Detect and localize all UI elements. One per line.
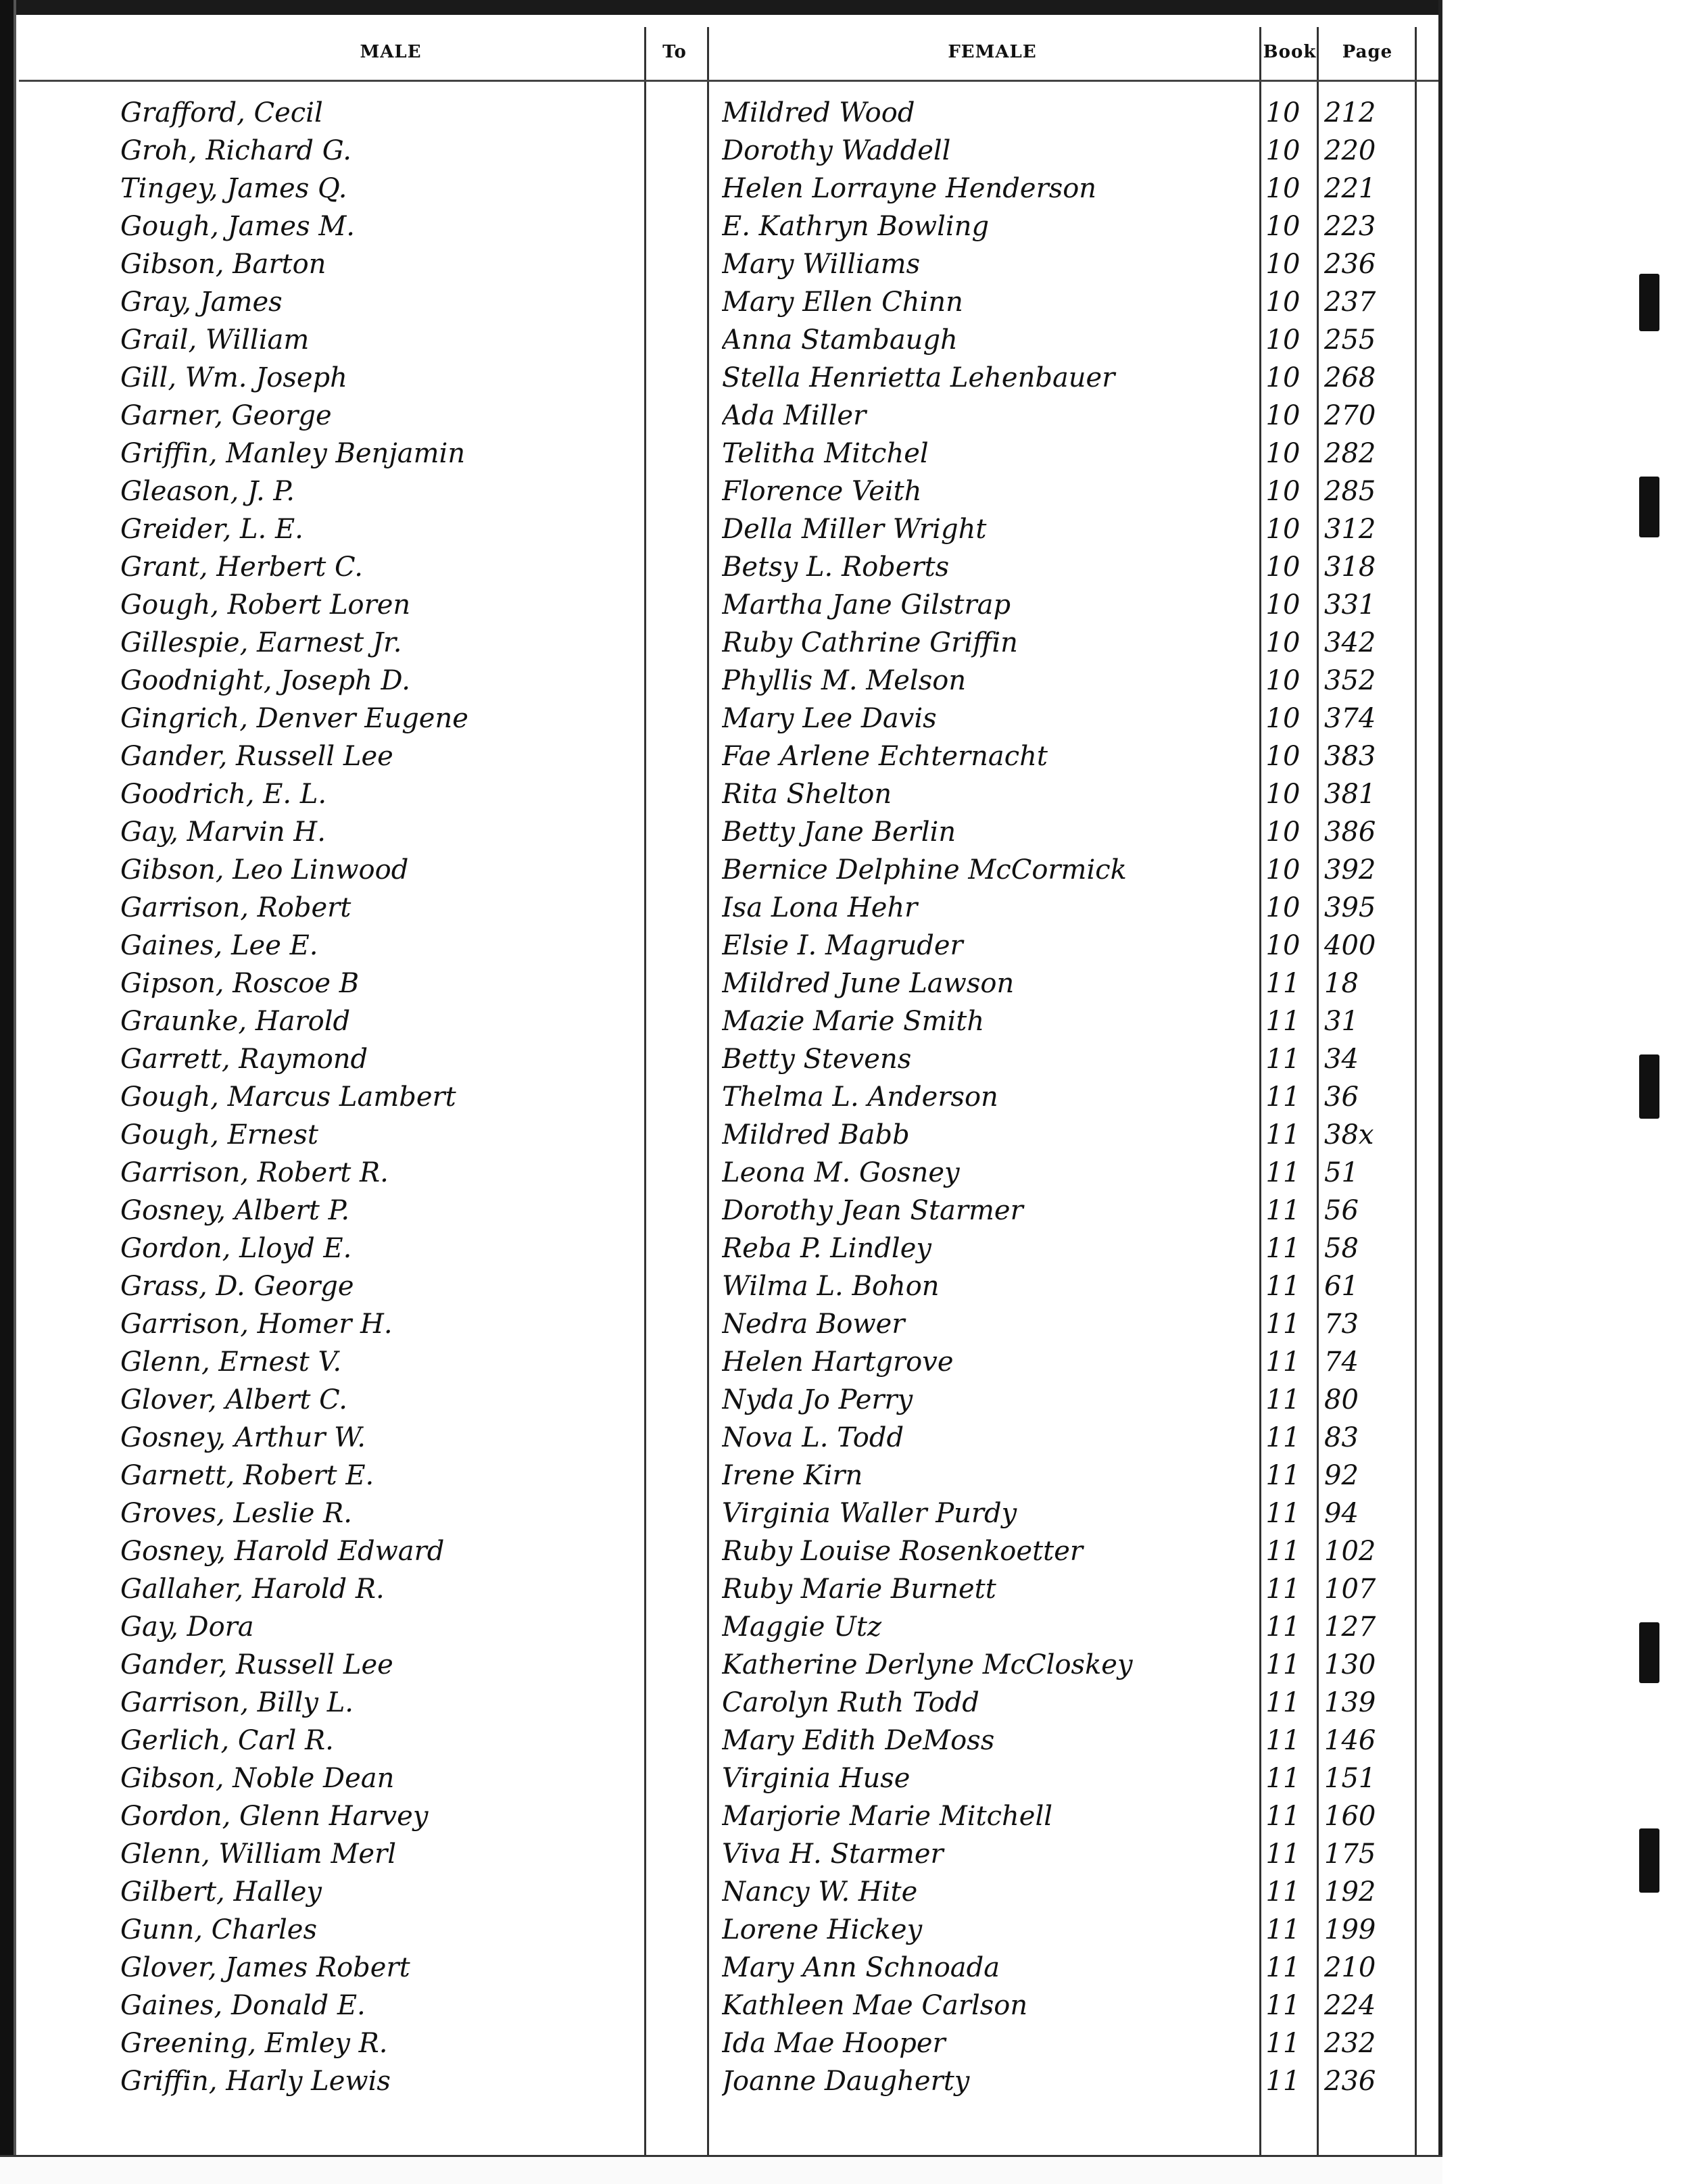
book-number: 11 [1265,1384,1301,1415]
groom-name: Goodrich, E. L. [120,779,327,810]
header-female: FEMALE [948,42,1037,62]
groom-name: Gerlich, Carl R. [120,1725,334,1756]
bride-name: Fae Arlene Echternacht [722,741,1048,772]
groom-name: Griffin, Harly Lewis [120,2066,391,2097]
book-number: 10 [1265,211,1301,242]
page-number: 73 [1324,1309,1359,1340]
bride-name: Ruby Louise Rosenkoetter [722,1536,1084,1567]
groom-name: Gleason, J. P. [120,476,295,507]
ledger-row [19,359,1438,397]
book-number: 10 [1265,854,1301,885]
binder-hole-mark [1639,1622,1659,1683]
ledger-row [19,586,1438,624]
page-number: 268 [1324,362,1376,393]
scan-edge-left [0,0,19,2182]
book-number: 11 [1265,1763,1301,1794]
groom-name: Gough, Ernest [120,1119,318,1150]
ledger-row [19,510,1438,548]
marriage-entries [19,94,1438,2100]
ledger-row [19,965,1438,1002]
page-number: 56 [1324,1195,1359,1226]
book-number: 11 [1265,1574,1301,1605]
book-number: 10 [1265,930,1301,961]
bride-name: Mazie Marie Smith [722,1006,985,1037]
bride-name: Martha Jane Gilstrap [722,589,1011,621]
ledger-row [19,1305,1438,1343]
ledger-row [19,1760,1438,1797]
groom-name: Greening, Emley R. [120,2028,388,2059]
ledger-row [19,548,1438,586]
page-number: 31 [1324,1006,1359,1037]
groom-name: Gander, Russell Lee [120,741,393,772]
page-number: 400 [1324,930,1376,961]
book-number: 10 [1265,135,1301,166]
ledger-row [19,1343,1438,1381]
ledger-row [19,1457,1438,1495]
page-number: 38x [1324,1119,1374,1150]
header-to: To [662,42,687,62]
groom-name: Gander, Russell Lee [120,1649,393,1680]
book-number: 10 [1265,703,1301,734]
page-number: 383 [1324,741,1376,772]
book-number: 11 [1265,1346,1301,1378]
book-number: 11 [1265,1839,1301,1870]
bride-name: Wilma L. Bohon [722,1271,940,1302]
book-number: 10 [1265,324,1301,356]
page-number: 199 [1324,1914,1376,1945]
book-number: 11 [1265,1271,1301,1302]
bride-name: Nyda Jo Perry [722,1384,913,1415]
groom-name: Tingey, James Q. [120,173,347,204]
ledger-row [19,245,1438,283]
ledger-row [19,1797,1438,1835]
groom-name: Gingrich, Denver Eugene [120,703,468,734]
ledger-row [19,1532,1438,1570]
groom-name: Greider, L. E. [120,514,303,545]
page-number: 395 [1324,892,1376,923]
book-number: 10 [1265,438,1301,469]
groom-name: Garrett, Raymond [120,1044,368,1075]
page-number: 51 [1324,1157,1359,1188]
ledger-row [19,1002,1438,1040]
page-number: 36 [1324,1082,1359,1113]
page-number: 139 [1324,1687,1376,1718]
groom-name: Gibson, Leo Linwood [120,854,409,885]
book-number: 10 [1265,552,1301,583]
page-number: 151 [1324,1763,1376,1794]
scan-edge-bottom [0,2155,1442,2184]
bride-name: Leona M. Gosney [722,1157,960,1188]
ledger-row [19,624,1438,662]
bride-name: Joanne Daugherty [722,2066,970,2097]
page-number: 282 [1324,438,1376,469]
ledger-row [19,775,1438,813]
book-number: 11 [1265,1233,1301,1264]
page-number: 221 [1324,173,1376,204]
page-number: 18 [1324,968,1359,999]
bride-name: Dorothy Waddell [722,135,951,166]
bride-name: Reba P. Lindley [722,1233,931,1264]
header-page: Page [1342,42,1393,62]
ledger-row [19,283,1438,321]
page-number: 74 [1324,1346,1359,1378]
book-number: 10 [1265,400,1301,431]
groom-name: Gordon, Lloyd E. [120,1233,352,1264]
bride-name: Phyllis M. Melson [722,665,967,696]
ledger-row [19,1949,1438,1987]
bride-name: Lorene Hickey [722,1914,923,1945]
page-number: 352 [1324,665,1376,696]
bride-name: Maggie Utz [722,1611,882,1643]
ledger-row [19,1495,1438,1532]
page-number: 342 [1324,627,1376,658]
book-number: 10 [1265,97,1301,128]
page-number: 210 [1324,1952,1376,1983]
book-number: 10 [1265,249,1301,280]
ledger-row [19,1835,1438,1873]
groom-name: Garrison, Billy L. [120,1687,354,1718]
book-number: 11 [1265,1082,1301,1113]
binder-hole-mark [1639,1054,1659,1119]
groom-name: Gosney, Albert P. [120,1195,350,1226]
page-number: 34 [1324,1044,1359,1075]
bride-name: Irene Kirn [722,1460,863,1491]
book-number: 11 [1265,1914,1301,1945]
page-number: 130 [1324,1649,1376,1680]
bride-name: Ada Miller [722,400,867,431]
groom-name: Gay, Dora [120,1611,254,1643]
groom-name: Grant, Herbert C. [120,552,363,583]
ledger-row [19,1987,1438,2024]
groom-name: Glenn, Ernest V. [120,1346,342,1378]
bride-name: Rita Shelton [722,779,892,810]
ledger-row [19,851,1438,889]
book-number: 10 [1265,741,1301,772]
page-number: 270 [1324,400,1376,431]
groom-name: Gaines, Lee E. [120,930,318,961]
book-number: 11 [1265,1195,1301,1226]
ledger-row [19,1570,1438,1608]
book-number: 11 [1265,1119,1301,1150]
groom-name: Glover, James Robert [120,1952,410,1983]
book-number: 10 [1265,362,1301,393]
bride-name: Thelma L. Anderson [722,1082,998,1113]
groom-name: Gosney, Arthur W. [120,1422,366,1453]
binder-hole-mark [1639,477,1659,537]
binder-hole-mark [1639,274,1659,331]
page-number: 374 [1324,703,1376,734]
bride-name: Florence Veith [722,476,922,507]
bride-name: Mary Ellen Chinn [722,287,963,318]
bride-name: Carolyn Ruth Todd [722,1687,979,1718]
groom-name: Gillespie, Earnest Jr. [120,627,402,658]
book-number: 11 [1265,1611,1301,1643]
bride-name: Ruby Cathrine Griffin [722,627,1018,658]
ledger-row [19,2024,1438,2062]
ledger-row [19,208,1438,245]
bride-name: Virginia Waller Purdy [722,1498,1017,1529]
book-number: 11 [1265,1309,1301,1340]
bride-name: E. Kathryn Bowling [722,211,990,242]
groom-name: Glenn, William Merl [120,1839,396,1870]
header-book: Book [1263,42,1317,62]
bride-name: Kathleen Mae Carlson [722,1990,1028,2021]
groom-name: Gough, Marcus Lambert [120,1082,456,1113]
bride-name: Mary Lee Davis [722,703,937,734]
book-number: 11 [1265,1876,1301,1908]
groom-name: Gray, James [120,287,283,318]
book-number: 10 [1265,514,1301,545]
page-number: 107 [1324,1574,1376,1605]
page-number: 224 [1324,1990,1376,2021]
groom-name: Grafford, Cecil [120,97,323,128]
ledger-row [19,1192,1438,1230]
bride-name: Elsie I. Magruder [722,930,963,961]
groom-name: Gallaher, Harold R. [120,1574,385,1605]
ledger-row [19,170,1438,208]
bride-name: Dorothy Jean Starmer [722,1195,1023,1226]
book-number: 11 [1265,2028,1301,2059]
book-number: 10 [1265,173,1301,204]
page-number: 236 [1324,249,1376,280]
groom-name: Griffin, Manley Benjamin [120,438,466,469]
page-number: 237 [1324,287,1376,318]
bride-name: Mildred Babb [722,1119,910,1150]
groom-name: Garrison, Homer H. [120,1309,393,1340]
book-number: 10 [1265,817,1301,848]
page-number: 175 [1324,1839,1376,1870]
bride-name: Katherine Derlyne McCloskey [722,1649,1133,1680]
page-number: 61 [1324,1271,1359,1302]
ledger-row [19,94,1438,132]
groom-name: Graunke, Harold [120,1006,351,1037]
book-number: 11 [1265,1649,1301,1680]
ledger-row [19,889,1438,927]
page-number: 318 [1324,552,1376,583]
book-number: 10 [1265,627,1301,658]
ledger-row [19,435,1438,472]
ledger-row [19,927,1438,965]
book-number: 11 [1265,968,1301,999]
page-number: 80 [1324,1384,1359,1415]
groom-name: Grass, D. George [120,1271,354,1302]
bride-name: Betty Stevens [722,1044,912,1075]
book-number: 11 [1265,1990,1301,2021]
bride-name: Nancy W. Hite [722,1876,918,1908]
book-number: 11 [1265,1157,1301,1188]
bride-name: Mary Williams [722,249,921,280]
page-number: 392 [1324,854,1376,885]
ledger-row [19,1646,1438,1684]
groom-name: Gill, Wm. Joseph [120,362,347,393]
ledger-row [19,472,1438,510]
groom-name: Garnett, Robert E. [120,1460,374,1491]
ledger-row [19,1722,1438,1760]
ledger-row [19,1154,1438,1192]
ledger-row [19,700,1438,737]
ledger-row [19,737,1438,775]
ledger-row [19,397,1438,435]
page-number: 236 [1324,2066,1376,2097]
bride-name: Mildred Wood [722,97,915,128]
page-number: 255 [1324,324,1376,356]
book-number: 10 [1265,892,1301,923]
groom-name: Groh, Richard G. [120,135,351,166]
bride-name: Mary Ann Schnoada [722,1952,1000,1983]
groom-name: Goodnight, Joseph D. [120,665,410,696]
book-number: 10 [1265,287,1301,318]
groom-name: Gordon, Glenn Harvey [120,1801,429,1832]
book-number: 11 [1265,1498,1301,1529]
ledger-row [19,813,1438,851]
header-male: MALE [360,42,422,62]
bride-name: Della Miller Wright [722,514,987,545]
page-number: 223 [1324,211,1376,242]
book-number: 11 [1265,1725,1301,1756]
ledger-row [19,132,1438,170]
groom-name: Gosney, Harold Edward [120,1536,445,1567]
bride-name: Telitha Mitchel [722,438,929,469]
page-number: 331 [1324,589,1376,621]
binder-hole-mark [1639,1828,1659,1893]
ledger-row [19,1116,1438,1154]
book-number: 11 [1265,1536,1301,1567]
bride-name: Marjorie Marie Mitchell [722,1801,1053,1832]
bride-name: Viva H. Starmer [722,1839,944,1870]
groom-name: Gaines, Donald E. [120,1990,366,2021]
groom-name: Gay, Marvin H. [120,817,326,848]
ledger-row [19,662,1438,700]
groom-name: Gough, Robert Loren [120,589,411,621]
page-number: 127 [1324,1611,1376,1643]
page-number: 381 [1324,779,1376,810]
groom-name: Gilbert, Halley [120,1876,322,1908]
bride-name: Virginia Huse [722,1763,910,1794]
book-number: 10 [1265,476,1301,507]
groom-name: Gough, James M. [120,211,355,242]
book-number: 11 [1265,1044,1301,1075]
page-number: 192 [1324,1876,1376,1908]
page-number: 58 [1324,1233,1359,1264]
book-number: 11 [1265,2066,1301,2097]
bride-name: Isa Lona Hehr [722,892,918,923]
page-number: 146 [1324,1725,1376,1756]
ledger-page [19,15,1438,2155]
ledger-row [19,1040,1438,1078]
page-number: 285 [1324,476,1376,507]
book-number: 11 [1265,1801,1301,1832]
page-number: 160 [1324,1801,1376,1832]
bride-name: Anna Stambaugh [722,324,958,356]
ledger-row [19,1608,1438,1646]
groom-name: Gipson, Roscoe B [120,968,360,999]
page-number: 83 [1324,1422,1359,1453]
bride-name: Mildred June Lawson [722,968,1015,999]
groom-name: Garrison, Robert R. [120,1157,389,1188]
bride-name: Ida Mae Hooper [722,2028,946,2059]
page-number: 386 [1324,817,1376,848]
book-number: 10 [1265,779,1301,810]
page-number: 212 [1324,97,1376,128]
bride-name: Bernice Delphine McCormick [722,854,1127,885]
bride-name: Betsy L. Roberts [722,552,950,583]
ledger-row [19,1267,1438,1305]
book-number: 11 [1265,1952,1301,1983]
book-number: 10 [1265,589,1301,621]
book-number: 10 [1265,665,1301,696]
groom-name: Gibson, Noble Dean [120,1763,395,1794]
page-number: 220 [1324,135,1376,166]
groom-name: Gunn, Charles [120,1914,317,1945]
ledger-row [19,1230,1438,1267]
bride-name: Ruby Marie Burnett [722,1574,996,1605]
groom-name: Gibson, Barton [120,249,326,280]
page-number: 232 [1324,2028,1376,2059]
page-number: 94 [1324,1498,1359,1529]
groom-name: Grail, William [120,324,310,356]
groom-name: Garrison, Robert [120,892,351,923]
ledger-row [19,1911,1438,1949]
groom-name: Glover, Albert C. [120,1384,348,1415]
bride-name: Betty Jane Berlin [722,817,956,848]
ledger-row [19,2062,1438,2100]
ledger-row [19,1684,1438,1722]
book-number: 11 [1265,1687,1301,1718]
ledger-row [19,1873,1438,1911]
bride-name: Mary Edith DeMoss [722,1725,995,1756]
ledger-row [19,321,1438,359]
bride-name: Stella Henrietta Lehenbauer [722,362,1115,393]
ledger-row [19,1078,1438,1116]
ledger-row [19,1419,1438,1457]
bride-name: Helen Lorrayne Henderson [722,173,1097,204]
bride-name: Nedra Bower [722,1309,905,1340]
scan-margin-right [1438,0,1700,2182]
bride-name: Nova L. Todd [722,1422,904,1453]
book-number: 11 [1265,1006,1301,1037]
page-number: 92 [1324,1460,1359,1491]
ledger-row [19,1381,1438,1419]
bride-name: Helen Hartgrove [722,1346,954,1378]
groom-name: Garner, George [120,400,332,431]
book-number: 11 [1265,1460,1301,1491]
header-rule [19,80,1438,82]
page-number: 312 [1324,514,1376,545]
groom-name: Groves, Leslie R. [120,1498,352,1529]
page-number: 102 [1324,1536,1376,1567]
book-number: 11 [1265,1422,1301,1453]
